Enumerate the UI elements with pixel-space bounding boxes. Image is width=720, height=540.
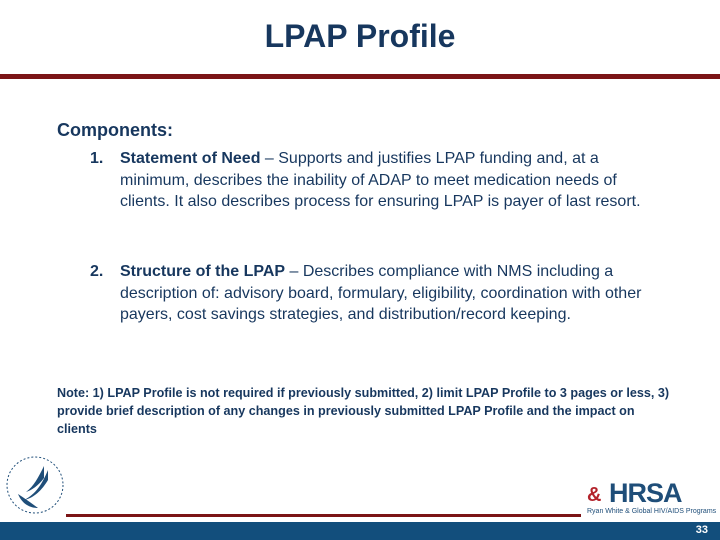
page-number: 33	[695, 524, 708, 536]
list-item	[90, 261, 670, 326]
list-item	[90, 148, 670, 213]
hrsa-logo	[585, 478, 717, 518]
item-number: 1.	[90, 150, 104, 167]
item-term: Statement of Need	[120, 150, 261, 167]
item-term: Structure of the LPAP	[120, 263, 286, 280]
note-text: Note: 1) LPAP Profile is not required if previously submitted, 2) limit LPAP Profile to 3 pages or less, 3) provide brief description of any changes in previously submitted LPAP Profile and the impact on clients	[57, 386, 670, 436]
logo-subtitle: Ryan White & Global HIV/AIDS Programs	[587, 508, 717, 515]
item-text: – Supports and justifies LPAP funding and, at a minimum, describes the inability of ADAP to meet medication needs of clients. It also describes process for ensuring LPAP is payer of last resort.	[120, 150, 641, 210]
hhs-seal-icon	[4, 452, 66, 518]
footer-divider	[66, 514, 581, 517]
item-text: – Describes compliance with NMS including a description of: advisory board, formulary, eligibility, coordination with other payers, cost savings strategies, and distribution/record keeping.	[120, 263, 642, 323]
footer-bar	[0, 522, 720, 540]
item-number: 2.	[90, 263, 104, 280]
title-divider	[0, 74, 720, 79]
components-heading: Components:	[57, 120, 173, 140]
logo-wordmark: HRSA	[609, 478, 682, 508]
ribbon-icon: &	[587, 484, 602, 506]
slide-title: LPAP Profile	[264, 18, 456, 54]
